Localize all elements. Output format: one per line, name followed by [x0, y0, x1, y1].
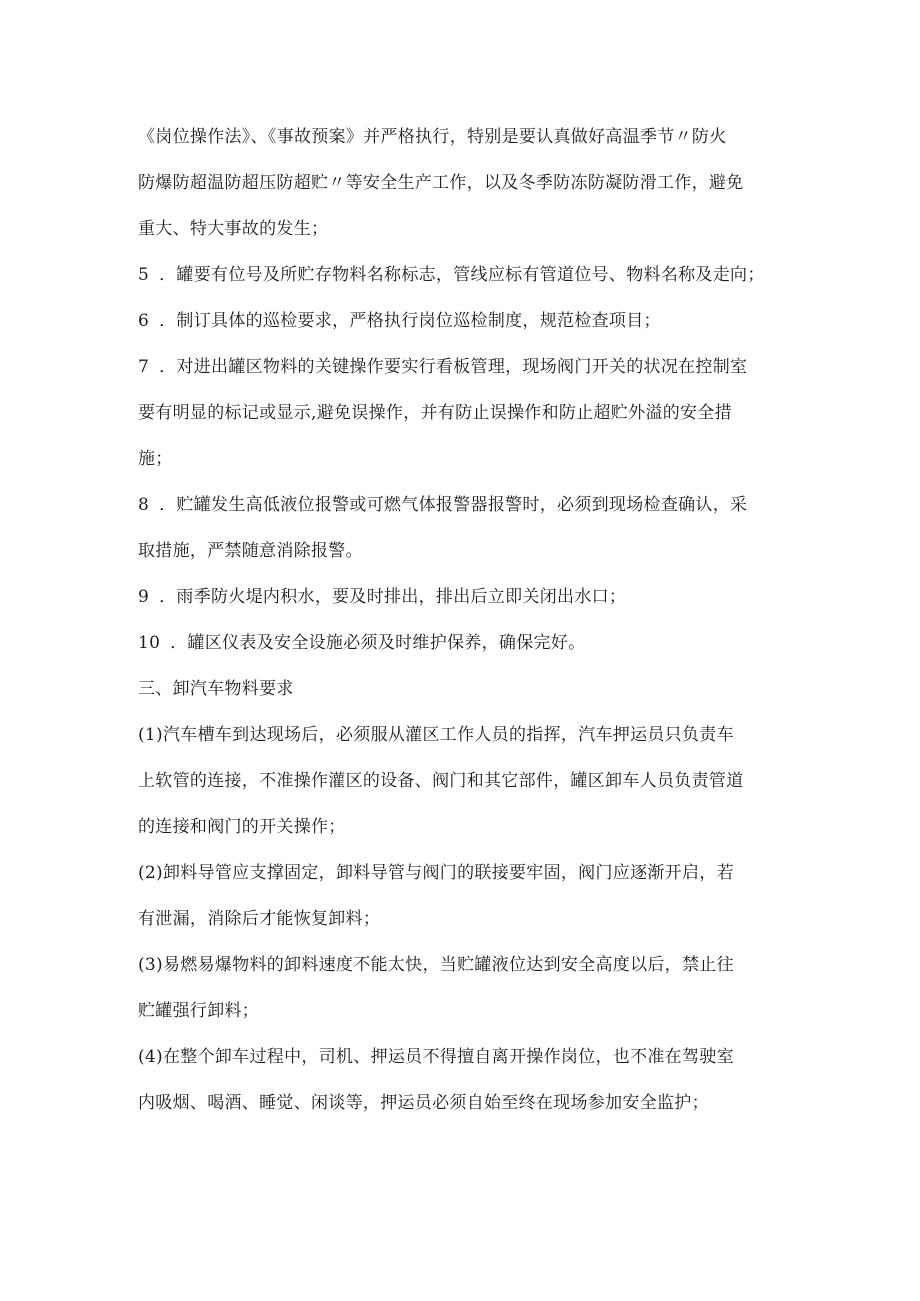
paragraph-intro — [138, 114, 793, 252]
item-text: ．罐区仪表及安全设施必须及时维护保养，确保完好。 — [170, 633, 586, 653]
requirement-3 — [138, 942, 793, 1034]
text-line: 上软管的连接，不准操作灌区的设备、阀门和其它部件，罐区卸车人员负责管道 — [138, 771, 744, 791]
text-line — [138, 344, 793, 390]
list-item-6 — [138, 298, 793, 344]
requirement-1 — [138, 712, 793, 850]
item-number: 5 — [138, 265, 150, 285]
text-line: 要有明显的标记或显示,避免误操作，并有防止误操作和防止超贮外溢的安全措 — [138, 403, 732, 423]
text-line: 取措施，严禁随意消除报警。 — [138, 541, 363, 561]
section-heading — [138, 666, 793, 712]
text-line — [138, 574, 793, 620]
list-item-8 — [138, 482, 793, 574]
item-number: 6 — [138, 311, 150, 331]
text-line: (2)卸料导管应支撑固定，卸料导管与阀门的联接要牢固，阀门应逐渐开启，若 — [138, 863, 734, 883]
text-line: 贮罐强行卸料； — [138, 1001, 260, 1021]
text-line: 有泄漏，消除后才能恢复卸料； — [138, 909, 381, 929]
list-item-7 — [138, 344, 793, 482]
item-text: ．雨季防火堤内积水，要及时排出，排出后立即关闭出水口； — [159, 587, 627, 607]
heading-text: 三、卸汽车物料要求 — [138, 679, 294, 699]
text-line: 防爆防超温防超压防超贮〃等安全生产工作，以及冬季防冻防凝防滑工作，避免 — [138, 173, 744, 193]
requirement-2 — [138, 850, 793, 942]
text-line — [138, 298, 793, 344]
text-line — [138, 252, 793, 298]
document-body — [138, 114, 793, 1126]
item-number: 8 — [138, 495, 150, 515]
text-line: (3)易燃易爆物料的卸料速度不能太快，当贮罐液位达到安全高度以后，禁止往 — [138, 955, 734, 975]
item-number: 7 — [138, 357, 150, 377]
list-item-10 — [138, 620, 793, 666]
text-line: 的连接和阀门的开关操作； — [138, 817, 346, 837]
text-line: 施； — [138, 449, 173, 469]
list-item-5 — [138, 252, 793, 298]
text-line — [138, 482, 793, 528]
item-number: 10 — [138, 633, 161, 653]
item-text: ．贮罐发生高低液位报警或可燃气体报警器报警时，必须到现场检查确认，采 — [159, 495, 748, 515]
text-line — [138, 620, 793, 666]
list-item-9 — [138, 574, 793, 620]
text-line: (1)汽车槽车到达现场后，必须服从灌区工作人员的指挥，汽车押运员只负责车 — [138, 725, 734, 745]
text-line: 《岗位操作法》、《事故预案》并严格执行，特别是要认真做好高温季节〃防火 — [138, 127, 727, 147]
text-line: 内吸烟、喝酒、睡觉、闲谈等，押运员必须自始至终在现场参加安全监护； — [138, 1093, 709, 1113]
item-text: ．制订具体的巡检要求，严格执行岗位巡检制度，规范检查项目； — [159, 311, 661, 331]
text-line: 重大、特大事故的发生； — [138, 219, 329, 239]
item-text: ．罐要有位号及所贮存物料名称标志，管线应标有管道位号、物料名称及走向； — [159, 265, 765, 285]
requirement-4 — [138, 1034, 793, 1126]
text-line: (4)在整个卸车过程中，司机、押运员不得擅自离开操作岗位，也不准在驾驶室 — [138, 1047, 734, 1067]
item-number: 9 — [138, 587, 150, 607]
item-text: ．对进出罐区物料的关键操作要实行看板管理，现场阀门开关的状况在控制室 — [159, 357, 748, 377]
